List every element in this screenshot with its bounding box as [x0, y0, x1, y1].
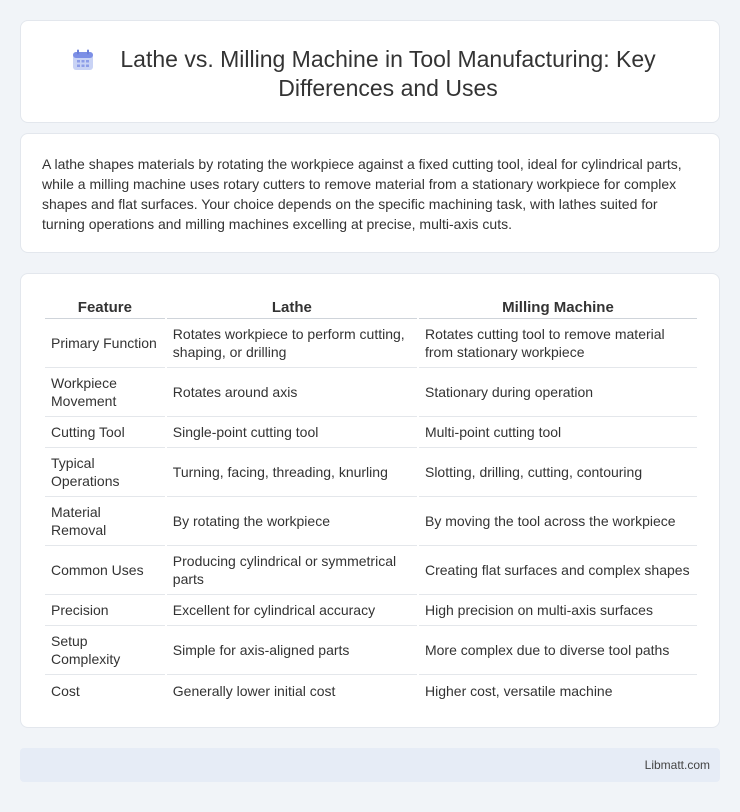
- header-lathe: Lathe: [167, 295, 417, 319]
- lathe-cell: Rotates around axis: [167, 368, 417, 417]
- milling-cell: Slotting, drilling, cutting, contouring: [419, 448, 697, 497]
- title-card: [20, 20, 720, 123]
- page-title: Lathe vs. Milling Machine in Tool Manufacturing: Key Differences and Uses: [120, 46, 656, 101]
- feature-cell: Material Removal: [45, 497, 165, 546]
- lathe-cell: By rotating the workpiece: [167, 497, 417, 546]
- comparison-card: [20, 273, 720, 728]
- header-feature: Feature: [45, 295, 165, 319]
- table-row: [45, 675, 697, 706]
- feature-cell: Cost: [51, 682, 80, 699]
- feature-cell: Setup Complexity: [45, 626, 165, 675]
- milling-cell: Higher cost, versatile machine: [424, 682, 613, 699]
- milling-cell: High precision on multi-axis surfaces: [419, 595, 697, 626]
- table-row: [45, 595, 697, 626]
- comparison-table: [43, 295, 699, 706]
- lathe-cell: Turning, facing, threading, knurling: [167, 448, 417, 497]
- milling-cell: Creating flat surfaces and complex shapes: [419, 546, 697, 595]
- feature-cell: Common Uses: [45, 546, 165, 595]
- table-row: [45, 546, 697, 595]
- table-header-row: [45, 295, 697, 319]
- table-row: [45, 497, 697, 546]
- milling-cell: Rotates cutting tool to remove material from stationary workpiece: [419, 319, 697, 368]
- feature-cell: Typical Operations: [45, 448, 165, 497]
- footer-brand-link[interactable]: Libmatt.com: [644, 758, 710, 772]
- milling-cell: Multi-point cutting tool: [419, 417, 697, 448]
- lathe-cell: Rotates workpiece to perform cutting, shaping, or drilling: [167, 319, 417, 368]
- lathe-cell: Generally lower initial cost: [172, 682, 336, 699]
- feature-cell: Cutting Tool: [45, 417, 165, 448]
- feature-cell: Precision: [45, 595, 165, 626]
- lathe-cell: Excellent for cylindrical accuracy: [167, 595, 417, 626]
- table-row: [45, 368, 697, 417]
- header-milling-machine: Milling Machine: [419, 295, 697, 319]
- intro-card: [20, 133, 720, 253]
- footer-bar: [20, 748, 720, 782]
- table-row: [45, 626, 697, 675]
- intro-paragraph: A lathe shapes materials by rotating the workpiece against a fixed cutting tool, ideal for cylindrical parts, while a milling machine uses rotary cutters to remove material from a stationary workpiece for complex shapes and flat surfaces. Your choice depends on the specific machining task, with lathes suited for turning operations and milling machines excelling at precise, multi-axis cuts.: [42, 156, 682, 232]
- lathe-cell: Simple for axis-aligned parts: [167, 626, 417, 675]
- feature-cell: Primary Function: [45, 319, 165, 368]
- milling-cell: By moving the tool across the workpiece: [419, 497, 697, 546]
- milling-cell: More complex due to diverse tool paths: [419, 626, 697, 675]
- table-row: [45, 319, 697, 368]
- table-row: [45, 448, 697, 497]
- feature-cell: Workpiece Movement: [45, 368, 165, 417]
- table-row: [45, 417, 697, 448]
- milling-cell: Stationary during operation: [419, 368, 697, 417]
- lathe-cell: Single-point cutting tool: [167, 417, 417, 448]
- lathe-cell: Producing cylindrical or symmetrical parts: [167, 546, 417, 595]
